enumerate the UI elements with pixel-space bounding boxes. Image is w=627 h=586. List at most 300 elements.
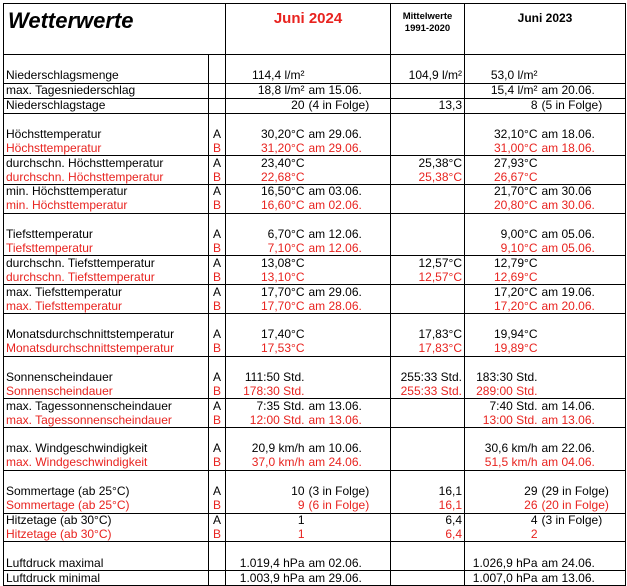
- value-2023: [465, 113, 540, 127]
- table-row: [4, 199, 626, 213]
- table-row: [4, 571, 626, 586]
- table-row: [4, 527, 626, 541]
- value-mid: [391, 299, 465, 313]
- header-mid: [393, 4, 462, 35]
- value-2024: 1.003,9 hPa: [226, 571, 307, 586]
- detail-2023: (5 in Folge): [540, 98, 626, 113]
- row-label: [4, 470, 209, 484]
- row-label: Niederschlagstage: [4, 98, 209, 113]
- value-2023: 289:00 Std.: [465, 384, 540, 398]
- value-2024: 22,68°C: [226, 170, 307, 184]
- value-2024: [226, 470, 307, 484]
- row-label: Sommertage (ab 25°C): [4, 499, 209, 513]
- row-label: max. Windgeschwindigkeit: [4, 456, 209, 470]
- value-2023: 27,93°C: [494, 155, 538, 170]
- value-mid: [391, 285, 465, 299]
- detail-2024: [307, 428, 391, 442]
- value-mid: [391, 213, 465, 227]
- value-2024: 17,40°C: [261, 327, 305, 342]
- value-mid: 17,83°C: [391, 328, 465, 342]
- value-2024: [226, 428, 307, 442]
- row-label: min. Höchsttemperatur: [4, 199, 209, 213]
- value-2023: [465, 55, 540, 69]
- detail-2023: am 13.06.: [540, 571, 626, 586]
- row-ab: A: [209, 399, 226, 413]
- detail-2023: [540, 270, 626, 284]
- value-2024: 30,20°C: [261, 126, 305, 141]
- row-ab: B: [209, 527, 226, 541]
- detail-2023: am 13.06.: [540, 413, 626, 427]
- detail-2024: am 10.06.: [307, 442, 391, 456]
- value-2023: 1.007,0 hPa: [465, 571, 540, 586]
- row-ab: B: [209, 413, 226, 427]
- detail-2023: [540, 170, 626, 184]
- table-row: [4, 156, 626, 170]
- detail-2024: [307, 270, 391, 284]
- detail-2023: [540, 527, 626, 541]
- detail-2023: am 18.06.: [540, 127, 626, 141]
- header-mid-line1: Mittelwerte: [402, 11, 453, 22]
- table-row: [4, 499, 626, 513]
- table-row: [4, 185, 626, 199]
- detail-2024: am 13.06.: [307, 399, 391, 413]
- detail-2023: [540, 542, 626, 556]
- value-2024: 18,8 l/m²: [226, 83, 307, 98]
- row-ab: B: [209, 499, 226, 513]
- value-2024: [226, 55, 307, 69]
- value-2023: 9,00°C: [500, 227, 538, 242]
- detail-2023: (20 in Folge): [540, 499, 626, 513]
- value-2023: 4: [530, 512, 538, 527]
- detail-2024: am 29.06.: [307, 141, 391, 155]
- spacer-row: [4, 55, 626, 69]
- value-2024: 7,10°C: [226, 242, 307, 256]
- detail-2024: am 28.06.: [307, 299, 391, 313]
- table-row: [4, 456, 626, 470]
- row-ab: B: [209, 199, 226, 213]
- value-mid: [391, 470, 465, 484]
- row-ab: A: [209, 185, 226, 199]
- table-row: [4, 141, 626, 155]
- detail-2023: am 05.06.: [540, 242, 626, 256]
- value-2023: 19,94°C: [494, 327, 538, 342]
- row-label: durchschn. Höchsttemperatur: [4, 170, 209, 184]
- value-2023: [465, 470, 540, 484]
- row-label: max. Tagessonnenscheindauer: [4, 413, 209, 427]
- row-ab: A: [209, 228, 226, 242]
- value-2023: 9,10°C: [465, 242, 540, 256]
- row-ab: A: [209, 485, 226, 499]
- detail-2024: [307, 213, 391, 227]
- value-2023: 15,4 l/m²: [465, 83, 540, 98]
- value-mid: [391, 571, 465, 586]
- value-2024: 10: [291, 484, 305, 499]
- row-ab: [209, 55, 226, 69]
- detail-2023: [540, 428, 626, 442]
- detail-2024: [307, 328, 391, 342]
- detail-2024: am 02.06.: [307, 199, 391, 213]
- value-2024: 111:50 Std.: [244, 370, 305, 385]
- detail-2023: am 24.06.: [540, 556, 626, 570]
- detail-2023: am 18.06.: [540, 141, 626, 155]
- spacer-row: [4, 470, 626, 484]
- value-2024: [226, 213, 307, 227]
- value-mid: 6,4: [391, 513, 465, 527]
- detail-2023: [540, 156, 626, 170]
- detail-2023: [540, 314, 626, 328]
- value-mid: [391, 242, 465, 256]
- value-mid: 16,1: [391, 499, 465, 513]
- value-mid: [391, 442, 465, 456]
- value-mid: [391, 399, 465, 413]
- value-2023: 17,20°C: [494, 284, 538, 299]
- value-2024: 20: [226, 98, 307, 113]
- row-label: Sonnenscheindauer: [4, 371, 209, 385]
- table-row: [4, 299, 626, 313]
- detail-2023: am 20.06.: [540, 299, 626, 313]
- table-row: [4, 342, 626, 356]
- value-2024: 1: [297, 512, 305, 527]
- table-row: [4, 513, 626, 527]
- detail-2024: [307, 356, 391, 370]
- value-mid: [391, 314, 465, 328]
- value-2023: 21,70°C: [494, 184, 538, 199]
- value-2023: 8: [465, 98, 540, 113]
- value-2023: 26: [465, 499, 540, 513]
- row-ab: [209, 571, 226, 586]
- detail-2023: (3 in Folge): [540, 513, 626, 527]
- value-2023: 30,6 km/h: [484, 441, 538, 456]
- row-label: Monatsdurchschnittstemperatur: [4, 342, 209, 356]
- value-2023: 183:30 Std.: [476, 370, 538, 385]
- detail-2024: am 12.06.: [307, 242, 391, 256]
- page-title: Wetterwerte: [8, 8, 134, 33]
- title-cell: [4, 4, 226, 55]
- detail-2023: [540, 328, 626, 342]
- table-row: [4, 256, 626, 270]
- detail-2024: am 15.06.: [307, 83, 391, 98]
- row-label: [4, 113, 209, 127]
- value-2024: 1.019,4 hPa: [226, 556, 307, 570]
- detail-2024: [307, 371, 391, 385]
- detail-2023: (29 in Folge): [540, 485, 626, 499]
- row-ab: B: [209, 342, 226, 356]
- row-label: Luftdruck maximal: [4, 556, 209, 570]
- value-2023: [465, 356, 540, 370]
- row-ab: A: [209, 285, 226, 299]
- value-2024: 1: [226, 527, 307, 541]
- spacer-row: [4, 542, 626, 556]
- row-label: Sonnenscheindauer: [4, 384, 209, 398]
- header-mid-cell: [391, 4, 465, 55]
- row-label: Monatsdurchschnittstemperatur: [4, 328, 209, 342]
- row-ab: [209, 69, 226, 83]
- detail-2024: [307, 527, 391, 541]
- weather-table: [3, 3, 626, 586]
- row-ab: [209, 428, 226, 442]
- row-ab: [209, 470, 226, 484]
- detail-2023: [540, 213, 626, 227]
- row-ab: A: [209, 513, 226, 527]
- value-2024: 17,70°C: [261, 284, 305, 299]
- detail-2023: am 05.06.: [540, 228, 626, 242]
- row-label: durchschn. Tiefsttemperatur: [4, 256, 209, 270]
- detail-2024: (6 in Folge): [307, 499, 391, 513]
- value-2024: [226, 113, 307, 127]
- detail-2023: am 20.06.: [540, 83, 626, 98]
- row-label: max. Tagessonnenscheindauer: [4, 399, 209, 413]
- detail-2024: [307, 113, 391, 127]
- value-mid: [391, 556, 465, 570]
- value-2023: 51,5 km/h: [465, 456, 540, 470]
- value-mid: 17,83°C: [391, 342, 465, 356]
- detail-2024: am 12.06.: [307, 228, 391, 242]
- row-ab: [209, 542, 226, 556]
- row-ab: B: [209, 170, 226, 184]
- row-label: Höchsttemperatur: [4, 127, 209, 141]
- detail-2024: am 24.06.: [307, 456, 391, 470]
- header-2024: Juni 2024: [273, 10, 343, 27]
- value-mid: 6,4: [391, 527, 465, 541]
- value-2023: [465, 213, 540, 227]
- row-ab: [209, 98, 226, 113]
- row-label: Luftdruck minimal: [4, 571, 209, 586]
- detail-2023: [540, 256, 626, 270]
- value-mid: [391, 185, 465, 199]
- table-row: [4, 413, 626, 427]
- value-2023: 53,0 l/m²: [465, 69, 540, 83]
- value-2023: 26,67°C: [465, 170, 540, 184]
- value-2023: [465, 428, 540, 442]
- table-row: [4, 384, 626, 398]
- row-ab: B: [209, 242, 226, 256]
- detail-2024: [307, 513, 391, 527]
- value-2023: 29: [524, 484, 538, 499]
- table-row: [4, 228, 626, 242]
- detail-2023: [540, 342, 626, 356]
- detail-2024: [307, 156, 391, 170]
- value-mid: [391, 127, 465, 141]
- detail-2023: am 04.06.: [540, 456, 626, 470]
- value-mid: [391, 413, 465, 427]
- row-label: Sommertage (ab 25°C): [4, 485, 209, 499]
- table-row: [4, 69, 626, 83]
- table-row: [4, 98, 626, 113]
- detail-2023: am 22.06.: [540, 442, 626, 456]
- detail-2024: [307, 55, 391, 69]
- row-ab: A: [209, 127, 226, 141]
- row-label: min. Höchsttemperatur: [4, 185, 209, 199]
- detail-2024: am 03.06.: [307, 185, 391, 199]
- detail-2024: [307, 170, 391, 184]
- row-ab: A: [209, 256, 226, 270]
- row-ab: B: [209, 299, 226, 313]
- value-2023: 17,20°C: [465, 299, 540, 313]
- detail-2024: [307, 542, 391, 556]
- row-label: Tiefsttemperatur: [4, 242, 209, 256]
- value-mid: [391, 83, 465, 98]
- row-label: Hitzetage (ab 30°C): [4, 527, 209, 541]
- detail-2024: am 29.06.: [307, 285, 391, 299]
- spacer-row: [4, 428, 626, 442]
- value-2023: 7:40 Std.: [489, 398, 538, 413]
- value-2023: 1.026,9 hPa: [465, 556, 540, 570]
- value-2023: 31,00°C: [465, 141, 540, 155]
- value-mid: [391, 55, 465, 69]
- value-2024: 31,20°C: [226, 141, 307, 155]
- value-mid: 12,57°C: [391, 256, 465, 270]
- value-2023: 12,79°C: [494, 255, 538, 270]
- table-row: [4, 127, 626, 141]
- value-2024: 9: [226, 499, 307, 513]
- table-row: [4, 399, 626, 413]
- value-mid: [391, 141, 465, 155]
- value-2023: [465, 542, 540, 556]
- value-2024: [226, 314, 307, 328]
- row-ab: B: [209, 270, 226, 284]
- detail-2024: (4 in Folge): [307, 98, 391, 113]
- row-label: [4, 542, 209, 556]
- header-2024-cell: [226, 4, 391, 55]
- detail-2024: [307, 342, 391, 356]
- spacer-row: [4, 213, 626, 227]
- row-label: max. Windgeschwindigkeit: [4, 442, 209, 456]
- value-2023: 19,89°C: [465, 342, 540, 356]
- detail-2023: [540, 113, 626, 127]
- row-ab: A: [209, 442, 226, 456]
- row-label: Niederschlagsmenge: [4, 69, 209, 83]
- detail-2024: [307, 314, 391, 328]
- spacer-row: [4, 113, 626, 127]
- value-mid: [391, 356, 465, 370]
- value-2023: 20,80°C: [465, 199, 540, 213]
- value-mid: 255:33 Std.: [391, 384, 465, 398]
- row-label: durchschn. Höchsttemperatur: [4, 156, 209, 170]
- row-label: max. Tiefsttemperatur: [4, 299, 209, 313]
- value-2024: 17,70°C: [226, 299, 307, 313]
- detail-2024: [307, 256, 391, 270]
- row-ab: A: [209, 328, 226, 342]
- value-2024: 6,70°C: [267, 227, 305, 242]
- value-mid: 13,3: [391, 98, 465, 113]
- value-mid: 25,38°C: [391, 156, 465, 170]
- value-2024: 13,08°C: [261, 255, 305, 270]
- detail-2023: am 30.06.: [540, 199, 626, 213]
- detail-2023: am 14.06.: [540, 399, 626, 413]
- value-2023: 32,10°C: [494, 126, 538, 141]
- value-2023: 13:00 Std.: [465, 413, 540, 427]
- value-mid: [391, 228, 465, 242]
- detail-2023: am 30.06: [540, 185, 626, 199]
- header-2023-cell: [465, 4, 626, 55]
- spacer-row: [4, 356, 626, 370]
- row-ab: B: [209, 456, 226, 470]
- value-mid: [391, 428, 465, 442]
- row-label: max. Tagesniederschlag: [4, 83, 209, 98]
- row-label: max. Tiefsttemperatur: [4, 285, 209, 299]
- row-ab: B: [209, 141, 226, 155]
- detail-2024: am 02.06.: [307, 556, 391, 570]
- detail-2023: [540, 384, 626, 398]
- detail-2024: am 29.06.: [307, 127, 391, 141]
- value-mid: 104,9 l/m²: [391, 69, 465, 83]
- table-row: [4, 170, 626, 184]
- value-2023: 2: [465, 527, 540, 541]
- value-mid: [391, 456, 465, 470]
- value-2024: [226, 356, 307, 370]
- row-ab: [209, 356, 226, 370]
- table-row: [4, 371, 626, 385]
- table-row: [4, 328, 626, 342]
- table-row: [4, 285, 626, 299]
- value-2024: 178:30 Std.: [226, 384, 307, 398]
- value-2024: 17,53°C: [226, 342, 307, 356]
- detail-2023: [540, 356, 626, 370]
- table-row: [4, 270, 626, 284]
- row-ab: [209, 83, 226, 98]
- header-2023: Juni 2023: [517, 11, 573, 25]
- value-2024: [226, 542, 307, 556]
- row-ab: [209, 556, 226, 570]
- value-mid: [391, 113, 465, 127]
- value-2024: 114,4 l/m²: [226, 69, 307, 83]
- detail-2024: [307, 384, 391, 398]
- value-mid: [391, 199, 465, 213]
- value-mid: 255:33 Std.: [391, 371, 465, 385]
- value-2024: 37,0 km/h: [226, 456, 307, 470]
- header-row: [4, 4, 626, 55]
- detail-2024: am 13.06.: [307, 413, 391, 427]
- row-label: [4, 428, 209, 442]
- row-label: [4, 314, 209, 328]
- detail-2023: [540, 69, 626, 83]
- table-row: [4, 242, 626, 256]
- value-mid: 12,57°C: [391, 270, 465, 284]
- row-label: Hitzetage (ab 30°C): [4, 513, 209, 527]
- row-ab: [209, 213, 226, 227]
- header-mid-line2: 1991-2020: [404, 23, 451, 34]
- detail-2023: [540, 371, 626, 385]
- value-mid: 16,1: [391, 485, 465, 499]
- spacer-row: [4, 314, 626, 328]
- value-mid: 25,38°C: [391, 170, 465, 184]
- value-2024: 20,9 km/h: [251, 441, 305, 456]
- value-2024: 13,10°C: [226, 270, 307, 284]
- detail-2023: am 19.06.: [540, 285, 626, 299]
- value-2023: 12,69°C: [465, 270, 540, 284]
- value-2024: 16,50°C: [261, 184, 305, 199]
- value-2024: 12:00 Std.: [226, 413, 307, 427]
- detail-2024: [307, 470, 391, 484]
- row-ab: A: [209, 156, 226, 170]
- detail-2024: am 29.06.: [307, 571, 391, 586]
- row-label: Tiefsttemperatur: [4, 228, 209, 242]
- row-ab: [209, 113, 226, 127]
- row-label: durchschn. Tiefsttemperatur: [4, 270, 209, 284]
- row-label: [4, 55, 209, 69]
- detail-2023: [540, 470, 626, 484]
- row-label: Höchsttemperatur: [4, 141, 209, 155]
- row-ab: B: [209, 384, 226, 398]
- row-ab: A: [209, 371, 226, 385]
- detail-2024: [307, 69, 391, 83]
- table-row: [4, 83, 626, 98]
- value-2024: 16,60°C: [226, 199, 307, 213]
- table-row: [4, 442, 626, 456]
- detail-2023: [540, 55, 626, 69]
- row-label: [4, 213, 209, 227]
- table-row: [4, 485, 626, 499]
